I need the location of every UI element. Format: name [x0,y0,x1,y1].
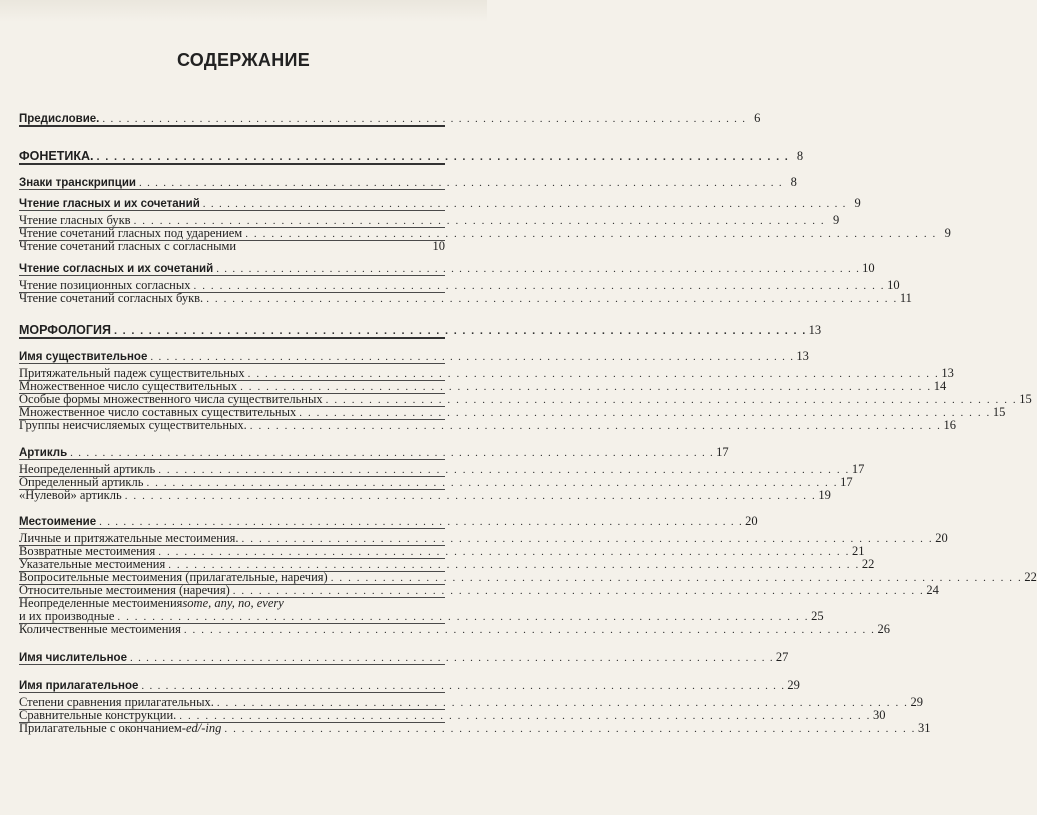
page-number: 13 [941,366,954,380]
toc-entry-title: Местоимение [19,516,97,528]
page-number: 13 [808,323,822,337]
toc-entry [19,291,912,306]
page-number: 26 [877,622,891,636]
page-number: 31 [918,721,931,735]
dot-leader: . . . . . . . . . . . . . . . . . . . . . . . . . . . . . . . . . . . . . . . . . . . . . . . . . . . . . . . . . . . . . . . . . . . . . . . . . . . . . . . . [299,407,991,419]
toc-entry-title: Группы неисчисляемых существительных. [19,418,247,432]
toc-entry-title: Указательные местоимения [19,557,166,571]
toc-entry [19,240,445,253]
toc-entry-title: Чтение сочетаний согласных букв. [19,291,204,305]
toc-entry [19,488,831,503]
toc-entry [19,650,789,665]
page-number: 22 [1024,570,1037,584]
toc-entry [19,678,800,693]
toc-entry-title: Возвратные местоимения [19,544,156,558]
rule-line [19,459,445,460]
toc-entry-title: Имя существительное [19,351,148,363]
dot-leader: . . . . . . . . . . . . . . . . . . . . . . . . . . . . . . . . . . . . . . . . . . . . . . . . . . . . . . . . . . . . . . . . . . . . . . . . . . . . . . . . [158,464,850,476]
toc-entry-title: Вопросительные местоимения (прилагательные, наречия) [19,570,328,584]
page-number: 17 [840,475,853,489]
toc-entry-title: ФОНЕТИКА. [19,149,94,163]
page-number: 15 [992,405,1006,419]
toc-entry-title: Определенный артикль [19,475,144,489]
toc-entry-italic-term: -ed/-ing [181,721,222,735]
dot-leader: . . . . . . . . . . . . . . . . . . . . . . . . . . . . . . . . . . . . . . . . . . . . . . . . . . . . . . . . . . . . . . . . . . . . . . . . . . . . . . . . [99,516,744,528]
toc-entry-title: «Нулевой» артикль [19,488,122,502]
toc-entry [19,111,761,126]
rule-line [19,125,445,127]
toc-entry [19,514,758,529]
rule-line [19,210,445,211]
dot-leader: . . . . . . . . . . . . . . . . . . . . . . . . . . . . . . . . . . . . . . . . . . . . . . . . . . . . . . . . . . . . . . . . . . . . . . . . . . . . . . . . [129,652,774,664]
dot-leader: . . . . . . . . . . . . . . . . . . . . . . . . . . . . . . . . . . . . . . . . . . . . . . . . . . . . . . . . . . . . . . . . . . . . . . . . . . . . . . . . [158,546,850,558]
toc-entry-title: МОРФОЛОГИЯ [19,323,111,337]
page-number: 27 [775,650,789,664]
page-number: 20 [745,514,758,528]
page-number: 25 [811,609,824,623]
dot-leader: . . . . . . . . . . . . . . . . . . . . . . . . . . . . . . . . . . . . . . . . . . . . . . . . . . . . . . . . . . . . . . . . . . . . . . . . . . . . . . . . [70,447,715,459]
toc-entry-title: Предисловие. [19,113,100,125]
toc-entry-title: Прилагательные с окончанием [19,721,182,735]
toc-entry-title: Относительные местоимения (наречия) [19,583,230,597]
dot-leader: . . . . . . . . . . . . . . . . . . . . . . . . . . . . . . . . . . . . . . . . . . . . . . . . . . . . . . . . . . . . . . . . . . . . . . . . . . . . . . . . [138,177,783,189]
page-number: 10 [862,261,875,275]
toc-entry-title: Чтение гласных и их сочетаний [19,198,200,210]
toc-entry [19,721,931,736]
toc-entry [19,418,956,433]
dot-leader: . . . . . . . . . . . . . . . . . . . . . . . . . . . . . . . . . . . . . . . . . . . . . . . . . . . . . . . . . . . . . . . . . . . . . . . . . . . . . . . . [193,280,886,292]
toc-entry [19,261,875,276]
page-number: 6 [754,111,761,125]
dot-leader: . . . . . . . . . . . . . . . . . . . . . . . . . . . . . . . . . . . . . . . . . . . . . . . . . . . . . . . . . . . . . . . . . . . . . . . . . . . . . . . . [102,113,747,125]
rule-line [19,275,445,276]
toc-entry-title: Неопределенный артикль [19,462,156,476]
page-number: 21 [851,544,865,558]
toc-entry [19,149,804,164]
toc-entry-title: Чтение сочетаний гласных под ударением [19,226,243,240]
dot-leader: . . . . . . . . . . . . . . . . . . . . . . . . . . . . . . . . . . . . . . . . . . . . . . . . . . . . . . . . . . . . . . . . . . . . . . . . . . . . . . . . [249,420,942,432]
page-number: 13 [796,349,809,363]
toc-entry-title: Сравнительные конструкции. [19,708,177,722]
page-number: 29 [787,678,800,692]
dot-leader: . . . . . . . . . . . . . . . . . . . . . . . . . . . . . . . . . . . . . . . . . . . . . . . . . . . . . . . . . . . . . . . . . . . . . . . . . . . . . . . . [325,394,1018,406]
toc-entry-title: Притяжательный падеж существительных [19,366,245,380]
dot-leader: . . . . . . . . . . . . . . . . . . . . . . . . . . . . . . . . . . . . . . . . . . . . . . . . . . . . . . . . . . . . . . . . . . . . . . . . . . . . . . . . [183,624,876,636]
toc-entry-italic-term: some, any, no, every [182,596,284,610]
toc-entry-title: Имя прилагательное [19,680,139,692]
page-number: 10 [887,278,900,292]
dot-leader: . . . . . . . . . . . . . . . . . . . . . . . . . . . . . . . . . . . . . . . . . . . . . . . . . . . . . . . . . . . . . . . . . . . . . . . . . . . . . . . . [141,680,786,692]
page-number: 9 [944,226,951,240]
dot-leader: . . . . . . . . . . . . . . . . . . . . . . . . . . . . . . . . . . . . . . . . . . . . . . . . . . . . . . . . . . . . . . . . . . . . . . . . . . . . . . . . [216,697,909,709]
toc-entry-title: Степени сравнения прилагательных. [19,695,214,709]
dot-leader: . . . . . . . . . . . . . . . . . . . . . . . . . . . . . . . . . . . . . . . . . . . . . . . . . . . . . . . . . . . . . . . . . . . . . . . . . . . . . . . . [216,263,861,275]
page-number: 8 [790,175,797,189]
toc-entry [19,175,797,190]
toc-entry-title: Множественное число составных существительных [19,405,297,419]
rule-line [19,664,445,665]
page-number: 11 [899,291,912,305]
toc-entry-title: Имя числительное [19,652,127,664]
rule-line [19,163,445,165]
dot-leader: . . . . . . . . . . . . . . . . . . . . . . . . . . . . . . . . . . . . . . . . . . . . . . . . . . . . . . . . . . . . . . . . . . . . . . . . . . . . . . . . [247,368,940,380]
dot-leader: . . . . . . . . . . . . . . . . . . . . . . . . . . . . . . . . . . . . . . . . . . . . . . . . . . . . . . . . . . . . . . . . . . . . . . . . . . . . . . . . [146,477,839,489]
page-title: СОДЕРЖАНИЕ [176,50,311,70]
toc-entry-title: Чтение гласных букв [19,213,131,227]
dot-leader: . . . . . . . . . . . . . . . . . . . . . . . . . . . . . . . . . . . . . . . . . . . . . . . . . . . . . . . . . . . . . . . . . . . . . . . . . . . . . . . . [124,490,817,502]
page-number: 9 [854,196,861,210]
page-number: 30 [872,708,886,722]
toc-entry-title: Чтение позиционных согласных [19,278,191,292]
dot-leader: . . . . . . . . . . . . . . . . . . . . . . . . . . . . . . . . . . . . . . . . . . . . . . . . . . . . . . . . . . . . . . . . . . . . . . . . . . . . . . . . [117,611,810,623]
page-number: 15 [1019,392,1032,406]
page-number: 17 [851,462,865,476]
toc-entry [19,349,809,364]
dot-leader: . . . . . . . . . . . . . . . . . . . . . . . . . . . . . . . . . . . . . . . . . . . . . . . . . . . . . . . . . . . . . . . . . . . . . . . . . . . . . . . . [241,533,934,545]
toc-entry-title: и их производные [19,609,115,623]
page-number: 8 [796,149,804,163]
toc-entry-title: Знаки транскрипции [19,177,136,189]
toc-entry-title: Чтение согласных и их сочетаний [19,263,214,275]
page-number: 19 [818,488,831,502]
toc-entry-title: Особые формы множественного числа существительных [19,392,323,406]
dot-leader: . . . . . . . . . . . . . . . . . . . . . . . . . . . . . . . . . . . . . . . . . . . . . . . . . . . . . . . . . . . . . . . . . . . . . . . . . . . . . . . . [240,381,932,393]
page-number: 29 [910,695,923,709]
rule-line [19,337,445,339]
dot-leader: . . . . . . . . . . . . . . . . . . . . . . . . . . . . . . . . . . . . . . . . . . . . . . . . . . . . . . . . . . . . . . . . . . . . . . . . . . . . . . . . [150,351,795,363]
dot-leader: . . . . . . . . . . . . . . . . . . . . . . . . . . . . . . . . . . . . . . . . . . . . . . . . . . . . . . . . . . . . . . . . . . . . . . . . . . . . . . . . [224,723,917,735]
rule-line [19,528,445,529]
dot-leader: . . . . . . . . . . . . . . . . . . . . . . . . . . . . . . . . . . . . . . . . . . . . . . . . . . . . . . . . . . . . . . . . . . . . . . . . . . . . . . . . [133,215,826,227]
dot-leader: . . . . . . . . . . . . . . . . . . . . . . . . . . . . . . . . . . . . . . . . . . . . . . . . . . . . . . . . . . . . . . . . . . . . . . . . . . . . . . . . [245,228,937,240]
dot-leader: . . . . . . . . . . . . . . . . . . . . . . . . . . . . . . . . . . . . . . . . . . . . . . . . . . . . . . . . . . . . . . . . . . . . . . . . . . . . . . . . [113,325,807,337]
dot-leader: . . . . . . . . . . . . . . . . . . . . . . . . . . . . . . . . . . . . . . . . . . . . . . . . . . . . . . . . . . . . . . . . . . . . . . . . . . . . . . . . [179,710,871,722]
page-number: 20 [935,531,948,545]
page-number: 17 [716,445,729,459]
page-number: 14 [933,379,947,393]
toc-entry-title: Множественное число существительных [19,379,238,393]
dot-leader: . . . . . . . . . . . . . . . . . . . . . . . . . . . . . . . . . . . . . . . . . . . . . . . . . . . . . . . . . . . . . . . . . . . . . . . . . . . . . . . . [206,293,898,305]
toc-entry-title: Неопределенные местоимения [19,596,183,610]
rule-line [19,363,445,364]
page-number: 9 [833,213,840,227]
rule-line [19,692,445,693]
toc-entry [19,323,822,338]
toc-entry [19,445,729,460]
page-number: 24 [926,583,939,597]
toc-entry-title: Чтение сочетаний гласных с согласными [19,239,237,253]
rule-line [19,189,445,190]
dot-leader: . . . . . . . . . . . . . . . . . . . . . . . . . . . . . . . . . . . . . . . . . . . . . . . . . . . . . . . . . . . . . . . . . . . . . . . . . . . . . . . . [330,572,1023,584]
dot-leader: . . . . . . . . . . . . . . . . . . . . . . . . . . . . . . . . . . . . . . . . . . . . . . . . . . . . . . . . . . . . . . . . . . . . . . . . . . . . . . . . [202,198,847,210]
page-number: 10 [432,239,445,253]
dot-leader: . . . . . . . . . . . . . . . . . . . . . . . . . . . . . . . . . . . . . . . . . . . . . . . . . . . . . . . . . . . . . . . . . . . . . . . . . . . . . . . . [96,151,790,163]
toc-entry [19,622,891,637]
dot-leader: . . . . . . . . . . . . . . . . . . . . . . . . . . . . . . . . . . . . . . . . . . . . . . . . . . . . . . . . . . . . . . . . . . . . . . . . . . . . . . . . [232,585,925,597]
toc-entry [19,196,861,211]
toc-entry-title: Количественные местоимения [19,622,181,636]
dot-leader: . . . . . . . . . . . . . . . . . . . . . . . . . . . . . . . . . . . . . . . . . . . . . . . . . . . . . . . . . . . . . . . . . . . . . . . . . . . . . . . . [168,559,860,571]
toc-entry-title: Артикль [19,447,68,459]
toc-entry-title: Личные и притяжательные местоимения. [19,531,239,545]
page-number: 22 [861,557,875,571]
page-number: 16 [943,418,956,432]
